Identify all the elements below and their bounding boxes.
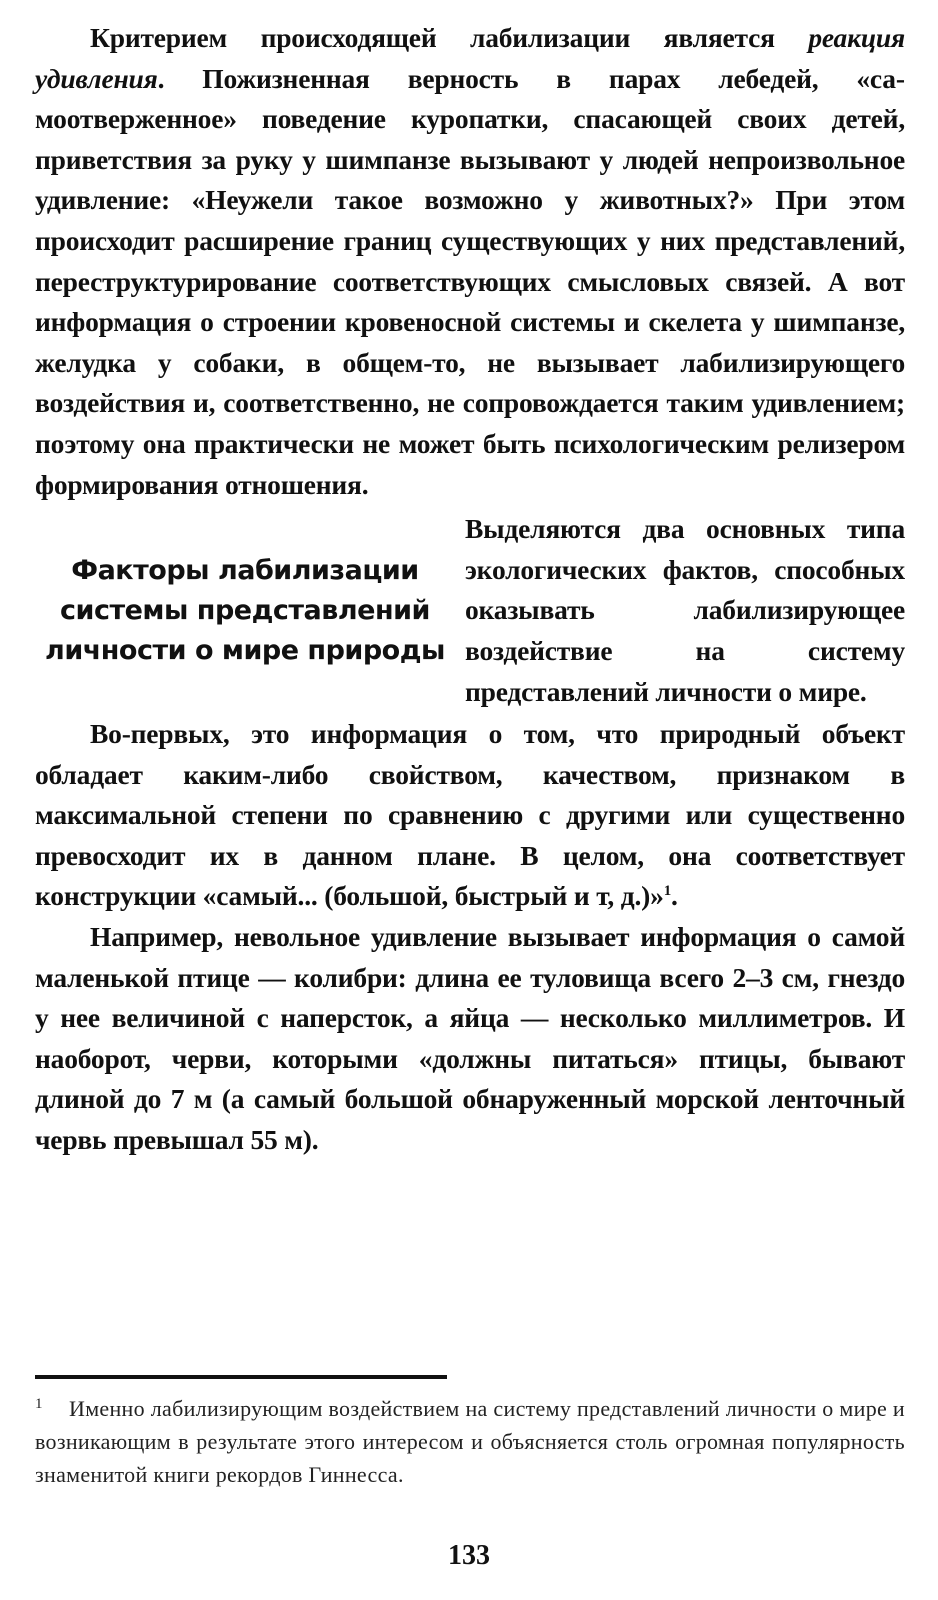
- paragraph-2: [35, 714, 905, 917]
- paragraph-3: Например, невольное удивление вызывает информация о самой маленькой птице — колибри: длина ее туловища всего 2–3 см, гнездо у нее величиной с наперсток, а яйца — несколько миллиметров. И наоборот, черви, которыми «должны питаться» птицы, бывают длиной до 7 м (а самый большой обнаруженный морской ленточный червь превышал 55 м).: [35, 921, 905, 1156]
- section-heading-block: [35, 509, 905, 712]
- page-body: [35, 18, 905, 1161]
- footnote-text: Именно лабилизирующим воздействием на систему представлений личности о мире и возникающим в результате этого интересом и объясняется столь огромная популярность знаменитой книги рекордов Гиннесса.: [35, 1396, 905, 1487]
- footnote: [35, 1392, 905, 1491]
- paragraph-1-italic: реакция удивления: [35, 22, 905, 94]
- footnote-divider: [35, 1375, 447, 1379]
- paragraph-1-start: Критерием происходящей лабилизации является: [90, 22, 809, 53]
- footnote-reference[interactable]: 1: [663, 883, 671, 900]
- page-number: 133: [448, 1540, 490, 1571]
- paragraph-1: [35, 18, 905, 505]
- paragraph-1-rest: . Пожизненная верность в парах лебедей, «самоотверженное» поведение куропатки, спасающей своих детей, приветствия за руку у шимпанзе вызывают у людей непроизвольное удивление: «Неужели такое возможно у животных?» При этом происходит расширение границ существующих у них представлений, переструктурирование соответствующих смысловых связей. А вот информация о строении кровеносной системы и скелета у шимпанзе, желудка у собаки, в общем-то, не вызывает лабилизирующего воздействия и, соответственно, не сопровождается таким удивлением; поэтому она практически не может быть психологическим релизером формирования отношения.: [35, 62, 905, 500]
- footnote-mark: 1: [35, 1396, 43, 1412]
- paragraph-2-text: Во-первых, это информация о том, что природный объект обладает каким-либо свойством, качеством, признаком в максимальной степени по сравнению с другими или существенно превосходит их в данном плане. В целом, она соответствует конструкции «самый... (большой, быстрый и т, д.)»: [35, 718, 905, 912]
- paragraph-2-end: .: [671, 880, 678, 912]
- section-heading: Факторы лабилизации системы представлений личности о мире природы: [45, 554, 445, 666]
- side-paragraph: Выделяются два основных типа экологических фактов, способных оказывать лабилизирующее воздействие на систему представлений личности о мире.: [465, 513, 905, 707]
